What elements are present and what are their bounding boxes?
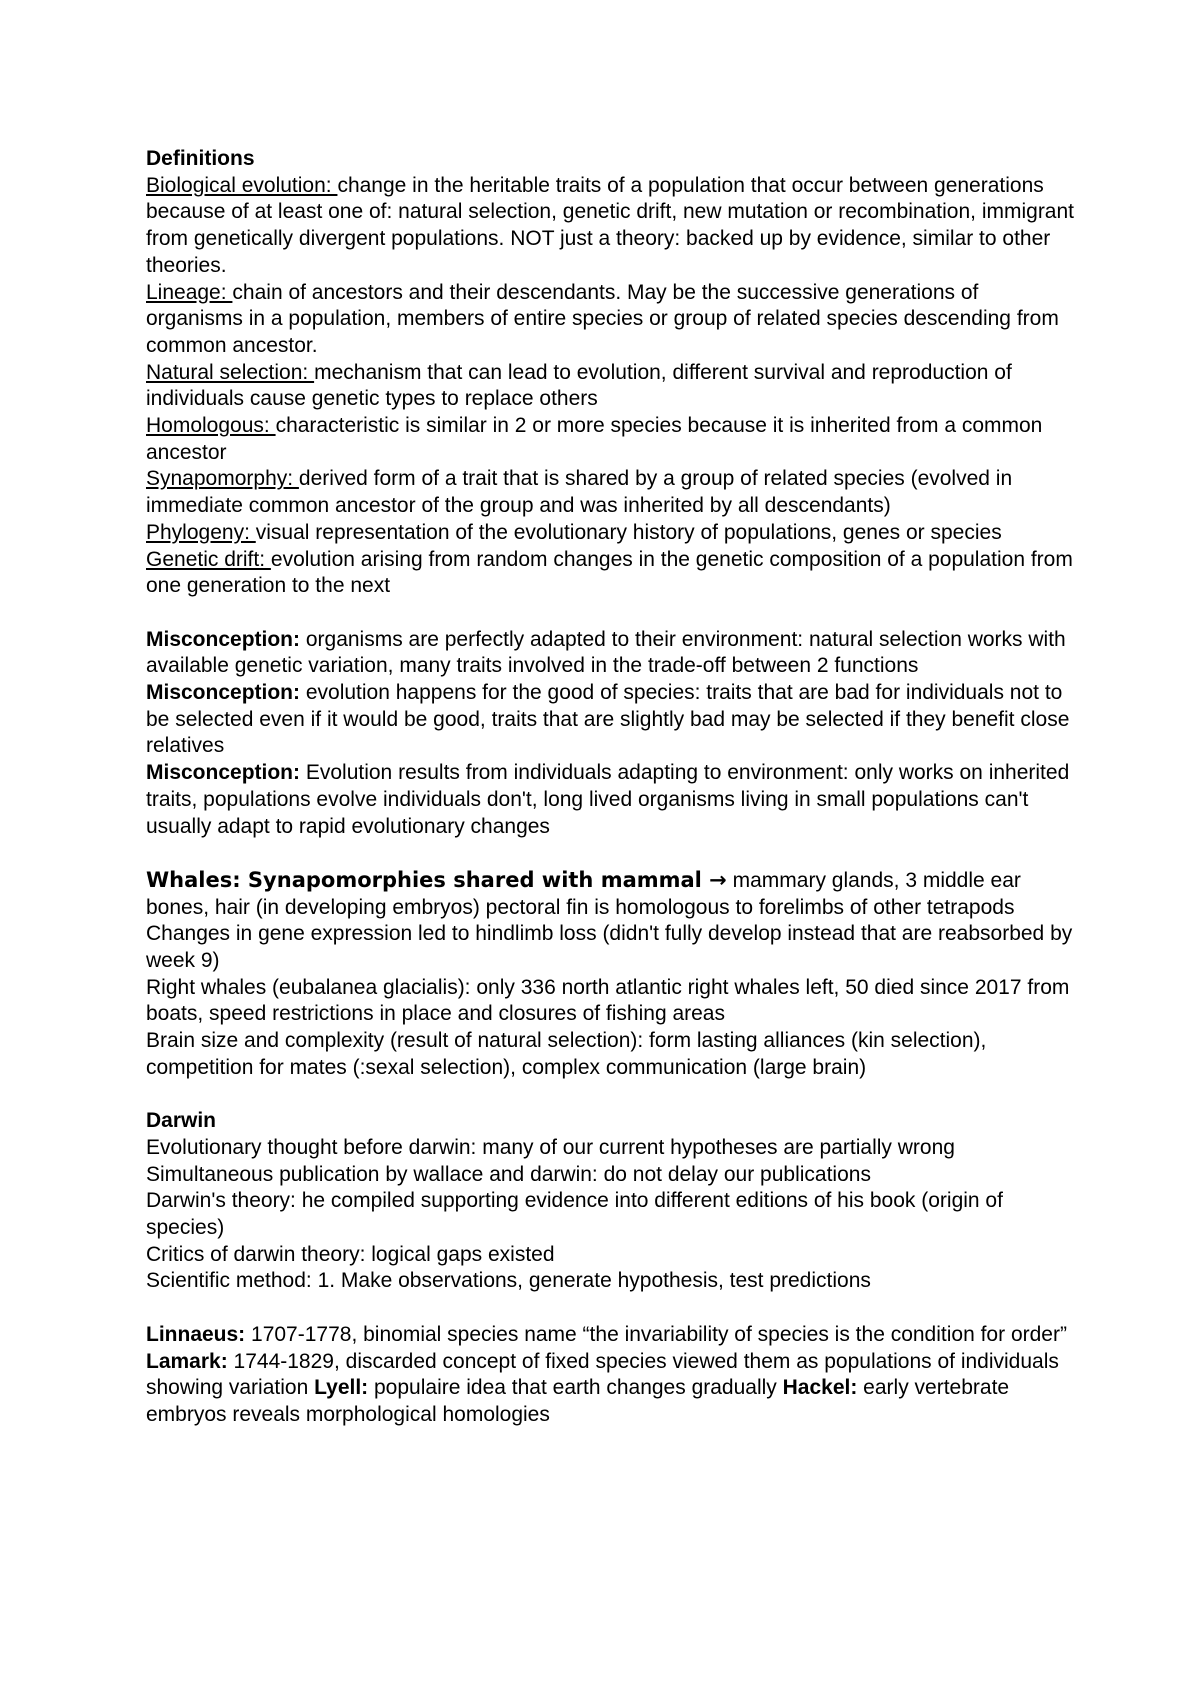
definition-natural-selection bbox=[146, 360, 1076, 413]
whales-line: Changes in gene expression led to hindlimb loss (didn't fully develop instead that are reabsorbed by week 9) bbox=[146, 922, 1073, 973]
people-section bbox=[146, 1322, 1076, 1429]
definition-text: derived form of a trait that is shared by a group of related species (evolved in immediate common ancestor of the group and was inherited by all descendants) bbox=[146, 467, 1013, 518]
definition-genetic-drift bbox=[146, 547, 1076, 600]
misconception-item bbox=[146, 760, 1076, 840]
misconception-item bbox=[146, 680, 1076, 760]
whales-lead-text: mammary glands, 3 middle ear bones, hair (in developing embryos) pectoral fin is homologous to forelimbs of other tetrapods bbox=[146, 868, 1021, 919]
person-text: 1707-1778, binomial species name “the invariability of species is the condition for order” bbox=[245, 1322, 1067, 1346]
person-name-lamark: Lamark: bbox=[146, 1349, 228, 1373]
darwin-line: Darwin's theory: he compiled supporting evidence into different editions of his book (origin of species) bbox=[146, 1189, 1003, 1240]
darwin-line: Scientific method: 1. Make observations, generate hypothesis, test predictions bbox=[146, 1269, 871, 1293]
darwin-heading: Darwin bbox=[146, 1109, 217, 1133]
definition-term: Biological evolution: bbox=[146, 173, 338, 197]
definition-synapomorphy bbox=[146, 466, 1076, 519]
misconception-label: Misconception: bbox=[146, 627, 301, 651]
document-page bbox=[146, 146, 1076, 1429]
definition-text: change in the heritable traits of a population that occur between generations because of at least one of: natural selection, genetic drift, new mutation or recombination, immigrant from genetically divergent populations. NOT just a theory: backed up by evidence, similar to other theories. bbox=[146, 173, 1074, 277]
person-name-lyell: Lyell: bbox=[314, 1376, 369, 1400]
definition-term: Phylogeny: bbox=[146, 520, 256, 544]
misconceptions-section bbox=[146, 627, 1076, 841]
misconception-label: Misconception: bbox=[146, 681, 301, 705]
person-text: populaire idea that earth changes gradually bbox=[368, 1376, 783, 1400]
misconception-text: organisms are perfectly adapted to their environment: natural selection works with available genetic variation, many traits involved in the trade-off between 2 functions bbox=[146, 627, 1066, 678]
person-name-hackel: Hackel: bbox=[782, 1376, 858, 1400]
definition-biological-evolution bbox=[146, 173, 1076, 280]
definition-text: evolution arising from random changes in the genetic composition of a population from one generation to the next bbox=[146, 547, 1073, 598]
definition-lineage bbox=[146, 280, 1076, 360]
definition-text: visual representation of the evolutionary history of populations, genes or species bbox=[255, 520, 1002, 544]
whales-line: Brain size and complexity (result of natural selection): form lasting alliances (kin selection), competition for mates (:sexal selection), complex communication (large brain) bbox=[146, 1029, 987, 1079]
darwin-line: Evolutionary thought before darwin: many of our current hypotheses are partially wrong bbox=[146, 1135, 955, 1159]
whales-line: Right whales (eubalanea glacialis): only 336 north atlantic right whales left, 50 died since 2017 from boats, speed restrictions in place and closures of fishing areas bbox=[146, 975, 1070, 1026]
definition-term: Natural selection: bbox=[146, 360, 315, 384]
misconception-item bbox=[146, 627, 1076, 680]
definition-term: Genetic drift: bbox=[146, 547, 271, 571]
misconception-text: evolution happens for the good of species: traits that are bad for individuals not to be selected even if it would be good, traits that are slightly bad may be selected if they benefit close relatives bbox=[146, 681, 1070, 758]
definitions-section bbox=[146, 146, 1076, 600]
definition-text: mechanism that can lead to evolution, different survival and reproduction of individuals cause genetic types to replace others bbox=[146, 360, 1012, 411]
person-name-linnaeus: Linnaeus: bbox=[146, 1322, 246, 1346]
paragraph-gap bbox=[146, 600, 1076, 627]
whales-intro bbox=[146, 867, 1076, 921]
paragraph-gap bbox=[146, 840, 1076, 867]
people-paragraph bbox=[146, 1322, 1076, 1429]
darwin-line: Critics of darwin theory: logical gaps existed bbox=[146, 1242, 555, 1266]
person-text: 1744-1829, discarded concept of fixed species viewed them as populations of individuals showing variation bbox=[146, 1349, 1059, 1400]
darwin-line: Simultaneous publication by wallace and darwin: do not delay our publications bbox=[146, 1162, 871, 1186]
misconception-label: Misconception: bbox=[146, 761, 301, 785]
person-text: early vertebrate embryos reveals morphological homologies bbox=[146, 1376, 1010, 1426]
paragraph-gap bbox=[146, 1295, 1076, 1322]
whales-lead: Whales: Synapomorphies shared with mammal → bbox=[146, 867, 727, 892]
darwin-section bbox=[146, 1108, 1076, 1295]
definition-term: Homologous: bbox=[146, 414, 276, 438]
definition-term: Lineage: bbox=[146, 280, 233, 304]
paragraph-gap bbox=[146, 1082, 1076, 1109]
misconception-text: Evolution results from individuals adapting to environment: only works on inherited traits, populations evolve individuals don't, long lived organisms living in small populations can't usually adapt to rapid evolutionary changes bbox=[146, 761, 1070, 838]
definition-term: Synapomorphy: bbox=[146, 467, 299, 491]
definitions-heading: Definitions bbox=[146, 147, 255, 170]
definition-text: chain of ancestors and their descendants. May be the successive generations of organisms in a population, members of entire species or group of related species descending from common ancestor. bbox=[146, 280, 1059, 357]
definition-text: characteristic is similar in 2 or more species because it is inherited from a common ancestor bbox=[146, 414, 1043, 464]
definition-phylogeny bbox=[146, 520, 1076, 547]
whales-section bbox=[146, 867, 1076, 1082]
definition-homologous bbox=[146, 413, 1076, 466]
